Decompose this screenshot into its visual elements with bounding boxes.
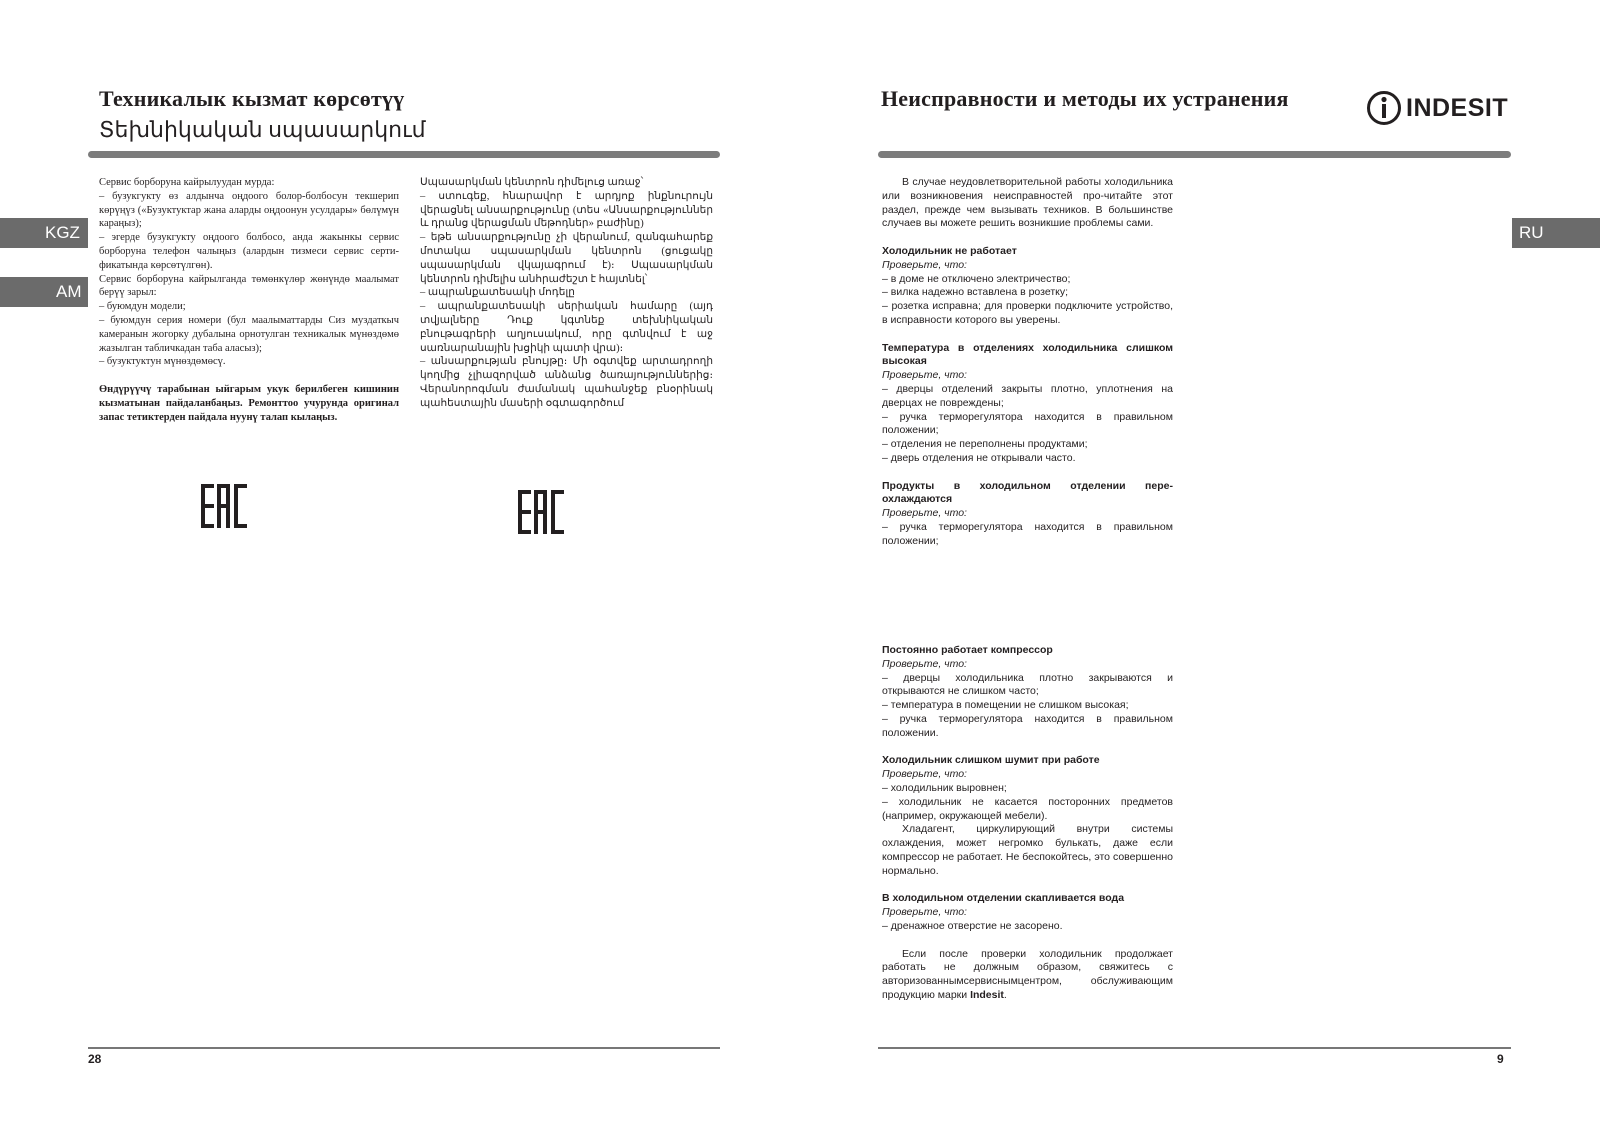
closing-end: . [1003, 988, 1007, 1001]
check-item: – отделения не переполнены продуктами; [882, 438, 1088, 451]
kgz-line: – эгерде бузукгукту оңдоого болбосо, анда жакынкы сервис борборуна телефон чалыңыз (алардын тизмеси сервис серти-фикатында көрсөтүлгөн). [99, 232, 399, 271]
kgz-warning-note: Өндүрүүчү тарабынан ыйгарым укук берилбеген кишинин кызматынан пайдаланбаңыз. Ремонттоо учурунда оригинал запас тетиктерден пайдала нуунү талап кылаңыз. [99, 383, 399, 423]
check-item: – холодильник не касается посторонних предметов (например, окружающей мебели). [882, 795, 1173, 822]
section-heading: Холодильник слишком шумит при работе [882, 754, 1100, 767]
page-title-ru: Неисправности и методы их устранения [881, 86, 1289, 111]
section-check-label: Проверьте, что: [882, 258, 967, 271]
language-tab-kgz: KGZ [0, 218, 88, 248]
check-item: – дверь отделения не открывали часто. [882, 451, 1076, 464]
section-check-label: Проверьте, что: [882, 768, 967, 781]
ru-intro: В случае неудовлетворительной работы холодильника или возникновения неисправностей про-читайте этот раздел, прежде чем вызывать техников. В большинстве случаев вы можете решить возникшие проблемы сами. [882, 176, 1173, 230]
indesit-logo-text: INDESIT [1406, 93, 1509, 122]
page-number-right: 9 [1497, 1052, 1504, 1066]
title-divider-left [88, 151, 720, 158]
kgz-line: – бузукгукту өз алдынча оңдоого болор-болбосун текшерип көрүңүз («Бузуктуктар жана аларды оңдоонун усулдары» бөлүмүн караңыз); [99, 190, 399, 230]
section-check-label: Проверьте, что: [882, 906, 967, 919]
kgz-service-column [99, 176, 399, 424]
language-tab-ru: RU [1512, 218, 1600, 248]
am-line: Սպասարկման կենտրոն դիմելուց առաջ՝ [420, 177, 644, 188]
kgz-line: Сервис борборуна кайрылганда төмөнкүлөр жөнүндө маалымат берүү зарыл: [99, 273, 399, 299]
check-item: – холодильник выровнен; [882, 781, 1007, 794]
check-item: – в доме не отключено электричество; [882, 272, 1071, 285]
section-check-label: Проверьте, что: [882, 657, 967, 670]
closing-paragraph [882, 948, 1173, 1003]
am-line: – ապրանքատեսակի սերիական համարը (այդ տվյալները Դուք կգտնեք տեխնիկական բնութագրերի աղյուսակում, որը գտնվում է աջ սառնարանային խցիկի պատի վրա)։ [420, 301, 713, 354]
check-item: – дренажное отверстие не засорено. [882, 919, 1063, 932]
check-item: – розетка исправна; для проверки подключите устройство, в исправности которого вы уверены. [882, 300, 1173, 326]
section-heading: Холодильник не работает [882, 244, 1017, 257]
indesit-logo-icon [1366, 90, 1402, 126]
ru-troubleshooting-bottom [882, 644, 1173, 1003]
section-heading: Постоянно работает компрессор [882, 644, 1053, 656]
check-item: – температура в помещении не слишком высокая; [882, 699, 1129, 712]
check-item: – вилка надежно вставлена в розетку; [882, 286, 1069, 299]
section-check-label: Проверьте, что: [882, 507, 967, 520]
section-check-label: Проверьте, что: [882, 369, 967, 382]
kgz-line: Сервис борборуна кайрылуудан мурда: [99, 177, 275, 188]
page-title-am: Տեխնիկական սպասարկում [99, 117, 426, 142]
am-line: – եթե անսարքությունը չի վերանում, զանգահարեք մոտակա սպասարկման կենտրոն (ցուցակը սպասարկման վկայագրում է)։ Սպասարկման կենտրոն դիմելիս անհրաժեշտ է հայտնել՝ [420, 232, 713, 285]
title-divider-right [878, 151, 1511, 158]
indesit-logo [1366, 90, 1508, 126]
eac-certification-mark-am [518, 490, 564, 534]
closing-text: Если после проверки холодильник продолжает работать не должным образом, свяжитесь с авторизованнымсервиснымцентром, обслуживающим продукцию марки [882, 947, 1173, 1001]
section-heading: Продукты в холодильном отделении пере-охлаждаются [882, 479, 1173, 506]
section-note: Хладагент, циркулирующий внутри системы охлаждения, может негромко булькать, даже если компрессор не работает. Не беспокойтесь, это совершенно нормально. [882, 823, 1173, 877]
check-item: – ручка терморегулятора находится в правильном положении; [882, 410, 1173, 437]
am-line: – ապրանքատեսակի մոդելը [420, 287, 575, 299]
section-heading: Температура в отделениях холодильника слишком высокая [882, 341, 1173, 368]
eac-certification-mark-kgz [201, 484, 247, 528]
section-heading: В холодильном отделении скапливается вода [882, 892, 1125, 905]
kgz-line: – бузуктуктун мүнөздөмөсү. [99, 356, 226, 368]
ru-troubleshooting-top [882, 176, 1173, 549]
footer-rule-left [88, 1047, 720, 1049]
am-service-column [420, 176, 713, 411]
kgz-line: – буюмдун серия номери (бул маалыматтарды Сиз муздаткыч камеранын жогорку дубалына орнотулган техникалык мүнөздөмө жазылган табличкадан таба аласыз); [99, 314, 399, 354]
am-line: – անսարքության բնույթը։ Մի օգտվեք արտադրողի կողմից չլիազորված անձանց ծառայություններից։ Վերանորոգման ժամանակ պահանջեք բնօրինակ պահեստային մասերի օգտագործում [420, 356, 713, 409]
check-item: – дверцы отделений закрыты плотно, уплотнения на дверцах не повреждены; [882, 382, 1173, 409]
check-item: – ручка терморегулятора находится в правильном положении. [882, 712, 1173, 739]
check-item: – дверцы холодильника плотно закрываются и открываются не слишком часто; [882, 671, 1173, 698]
page-number-left: 28 [88, 1052, 102, 1066]
check-item: – ручка терморегулятора находится в правильном положении; [882, 520, 1173, 547]
footer-rule-right [878, 1047, 1511, 1049]
am-line: – ստուգեք, հնարավոր է արդյոք ինքնուրույն վերացնել անսարքությունը (տես «Անսարքություններ և դրանց վերացման մեթոդներ» բաժինը) [420, 190, 713, 230]
language-tab-am: AM [0, 277, 88, 307]
page-title-kgz: Техникалык кызмат көрсөтүү [99, 86, 405, 111]
closing-brand: Indesit [970, 988, 1004, 1001]
kgz-line: – буюмдун модели; [99, 301, 186, 313]
